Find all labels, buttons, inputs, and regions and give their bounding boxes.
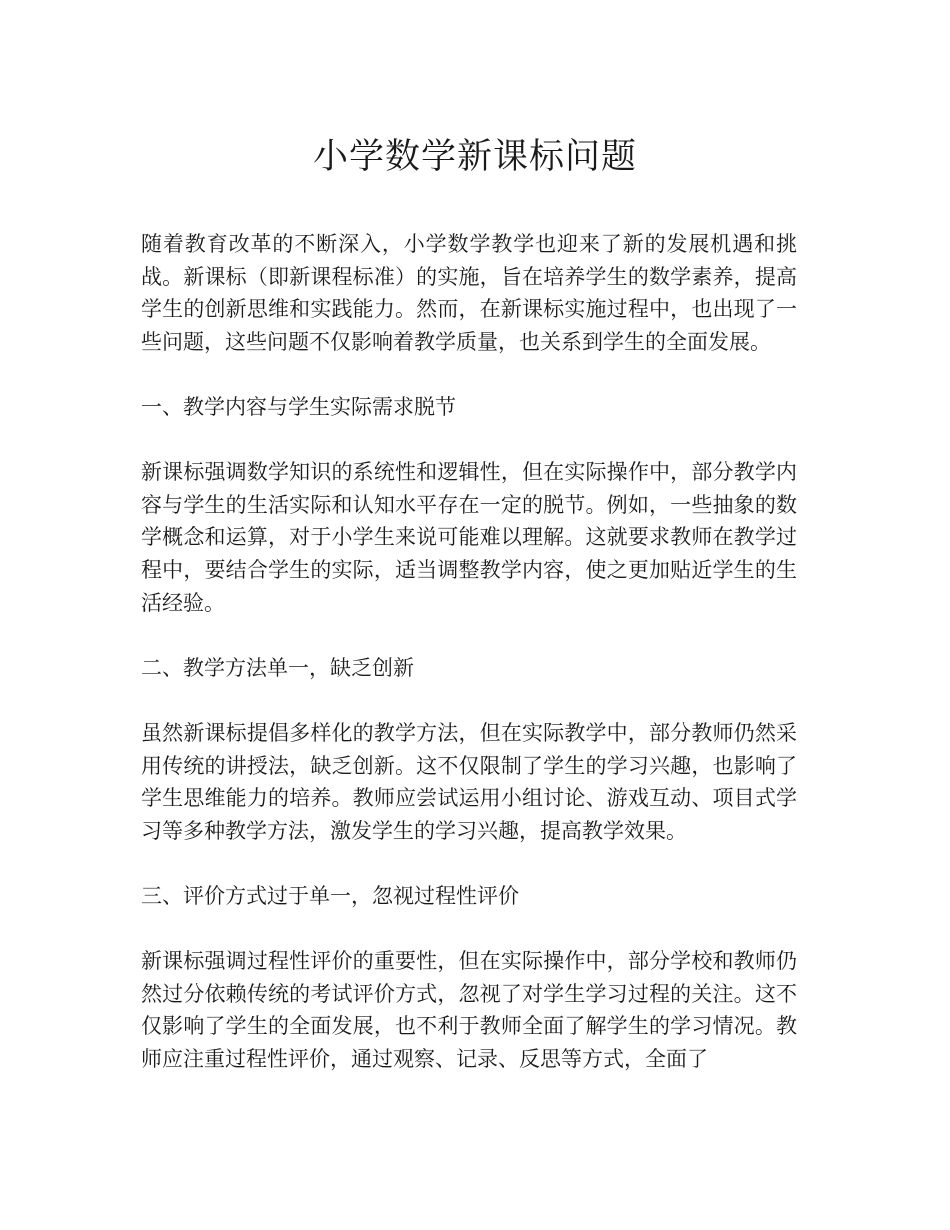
document-body xyxy=(141,228,797,1230)
intro-paragraph: 随着教育改革的不断深入，小学数学教学也迎来了新的发展机遇和挑战。新课标（即新课程标准）的实施，旨在培养学生的数学素养，提高学生的创新思维和实践能力。然而，在新课标实施过程中，也出现了一些问题，这些问题不仅影响着教学质量，也关系到学生的全面发展。 xyxy=(141,232,797,354)
section-body-2: 虽然新课标提倡多样化的教学方法，但在实际教学中，部分教师仍然采用传统的讲授法，缺乏创新。这不仅限制了学生的学习兴趣，也影响了学生思维能力的培养。教师应尝试运用小组讨论、游戏互动、项目式学习等多种教学方法，激发学生的学习兴趣，提高教学效果。 xyxy=(141,720,797,843)
paragraph-spacer xyxy=(141,424,797,457)
section-heading-1: 一、教学内容与学生实际需求脱节 xyxy=(141,394,456,419)
section-body-1: 新课标强调数学知识的系统性和逻辑性，但在实际操作中，部分教学内容与学生的生活实际和认知水平存在一定的脱节。例如，一些抽象的数学概念和运算，对于小学生来说可能难以理解。这就要求教师在教学过程中，要结合学生的实际，适当调整教学内容，使之更加贴近学生的生活经验。 xyxy=(141,460,797,615)
paragraph-spacer xyxy=(141,847,797,880)
paragraph-spacer xyxy=(141,684,797,717)
section-heading-2: 二、教学方法单一，缺乏创新 xyxy=(141,655,414,680)
paragraph-spacer xyxy=(141,619,797,652)
paragraph-spacer xyxy=(141,358,797,391)
paragraph-spacer xyxy=(141,912,797,945)
document-title: 小学数学新课标问题 xyxy=(312,137,637,177)
section-heading-3: 三、评价方式过于单一，忽视过程性评价 xyxy=(141,883,519,908)
section-body-3: 新课标强调过程性评价的重要性，但在实际操作中，部分学校和教师仍然过分依赖传统的考试评价方式，忽视了对学生学习过程的关注。这不仅影响了学生的全面发展，也不利于教师全面了解学生的学习情况。教师应注重过程性评价，通过观察、记录、反思等方式，全面了 xyxy=(141,949,797,1071)
